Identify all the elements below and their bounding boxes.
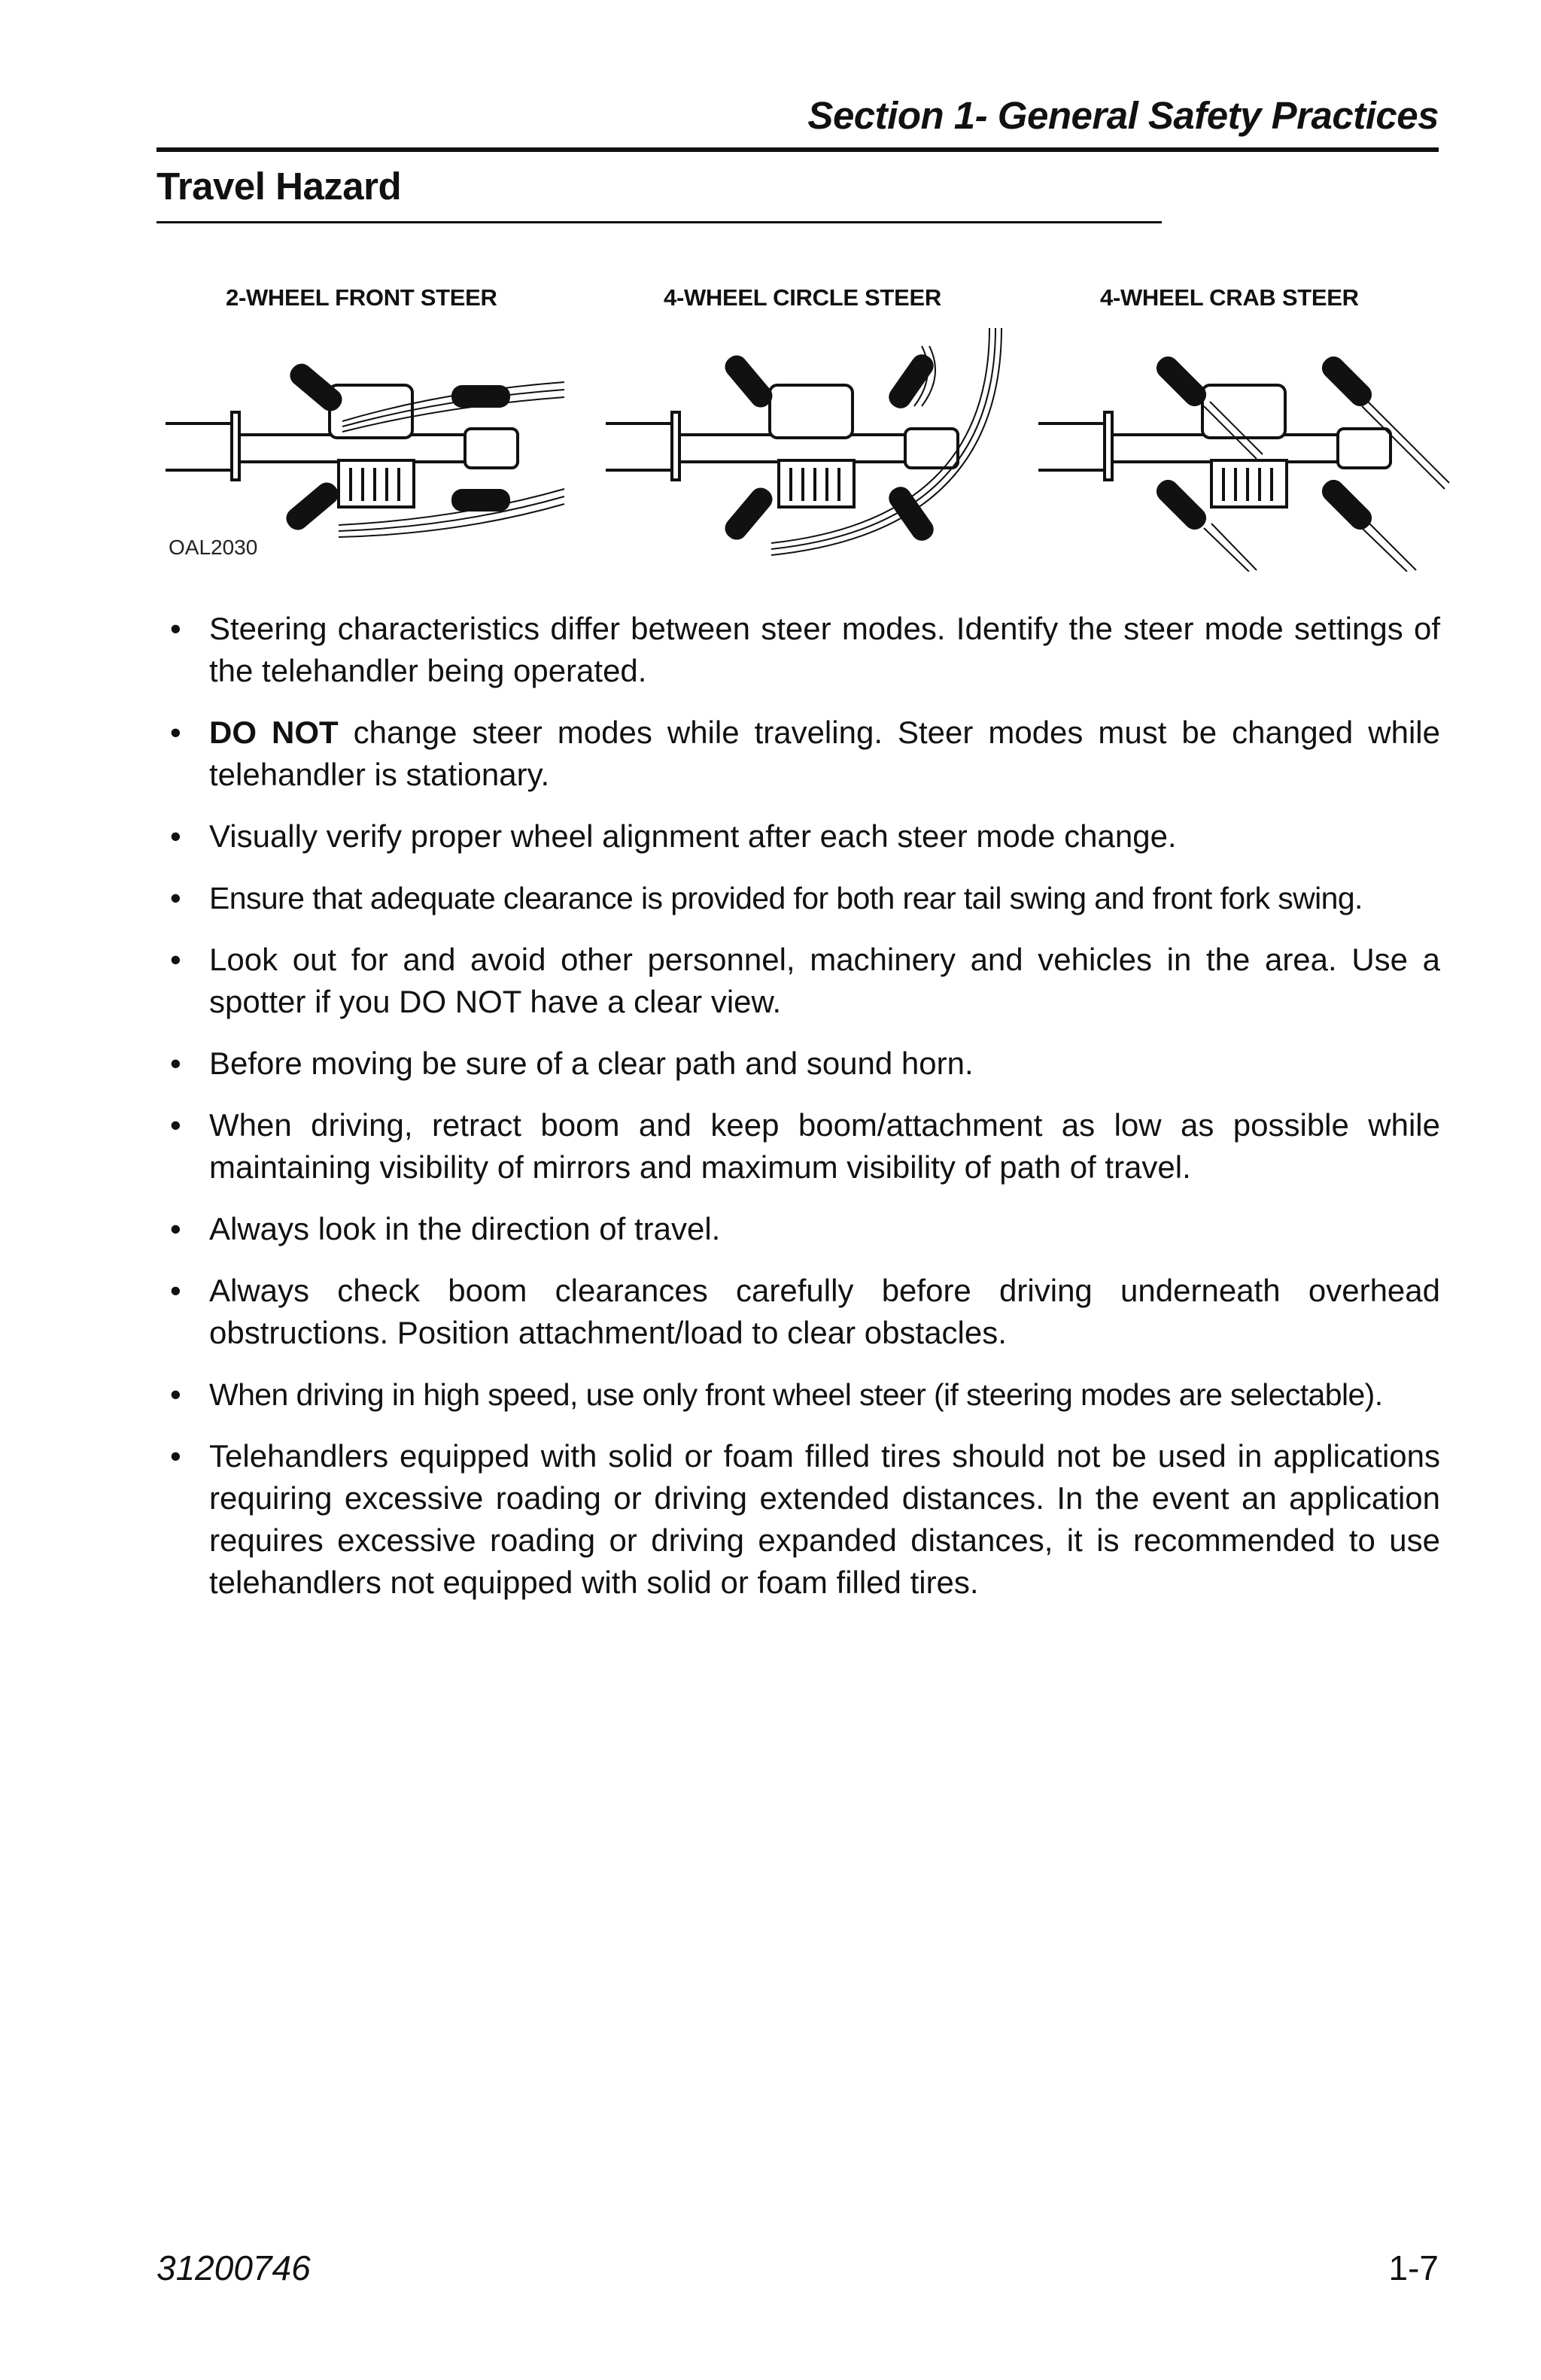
telehandler-body <box>1112 385 1391 507</box>
safety-bullet-list <box>169 608 1440 1623</box>
bullet-item: • DO NOT change steer modes while traveling. Steer modes must be changed while telehandler is stationary. <box>169 712 1440 796</box>
bullet-item: • When driving in high speed, use only front wheel steer (if steering modes are selectable). <box>169 1374 1440 1416</box>
bullet-item: • Telehandlers equipped with solid or foam filled tires should not be used in applications requiring excessive roading or driving extended distances. In the event an application requires excessive roading or driving expanded distances, it is recommended to use telehandlers not equipped with solid or foam filled tires. <box>169 1435 1440 1604</box>
bullet-dot: • <box>170 1273 181 1308</box>
bullet-dot: • <box>170 1107 181 1143</box>
section-title: Section 1- General Safety Practices <box>807 94 1439 137</box>
front-steer-diagram <box>158 323 579 572</box>
section-header <box>157 93 1439 149</box>
page-title: Travel Hazard <box>157 165 402 208</box>
circle-steer-diagram <box>598 323 1020 572</box>
label-4-wheel-circle-steer: 4-WHEEL CIRCLE STEER <box>664 284 941 311</box>
bullet-item: • Always look in the direction of travel. <box>169 1208 1440 1250</box>
fork-tines <box>606 412 679 480</box>
crab-steer-diagram <box>1031 323 1452 572</box>
title-rule <box>157 221 1162 223</box>
section-rule <box>157 147 1439 152</box>
document-number: 31200746 <box>157 2248 311 2287</box>
label-4-wheel-crab-steer: 4-WHEEL CRAB STEER <box>1100 284 1359 311</box>
bullet-item: • Look out for and avoid other personnel, machinery and vehicles in the area. Use a spotter if you DO NOT have a clear view. <box>169 939 1440 1023</box>
bullet-item: • When driving, retract boom and keep boom/attachment as low as possible while maintaining visibility of mirrors and maximum visibility of path of travel. <box>169 1104 1440 1188</box>
bullet-item: • Before moving be sure of a clear path and sound horn. <box>169 1043 1440 1085</box>
bullet-dot: • <box>170 1377 181 1412</box>
bullet-item: • Ensure that adequate clearance is provided for both rear tail swing and front fork swing. <box>169 877 1440 919</box>
bullet-dot: • <box>170 1046 181 1081</box>
bullet-item: • Always check boom clearances carefully before driving underneath overhead obstructions. Position attachment/load to clear obstacles. <box>169 1270 1440 1354</box>
bullet-dot: • <box>170 942 181 977</box>
bullet-dot: • <box>170 715 181 750</box>
label-2-wheel-front-steer: 2-WHEEL FRONT STEER <box>226 284 497 311</box>
bullet-item: • Steering characteristics differ between steer modes. Identify the steer mode settings of the telehandler being operated. <box>169 608 1440 692</box>
fork-tines <box>1038 412 1112 480</box>
figure-code: OAL2030 <box>169 536 258 559</box>
page-number: 1-7 <box>1388 2248 1439 2287</box>
bullet-dot: • <box>170 1438 181 1474</box>
bullet-dot: • <box>170 1211 181 1246</box>
fork-tines <box>166 412 239 480</box>
bullet-dot: • <box>170 818 181 854</box>
bullet-dot: • <box>170 880 181 915</box>
bullet-item: • Visually verify proper wheel alignment after each steer mode change. <box>169 815 1440 858</box>
bullet-dot: • <box>170 611 181 646</box>
